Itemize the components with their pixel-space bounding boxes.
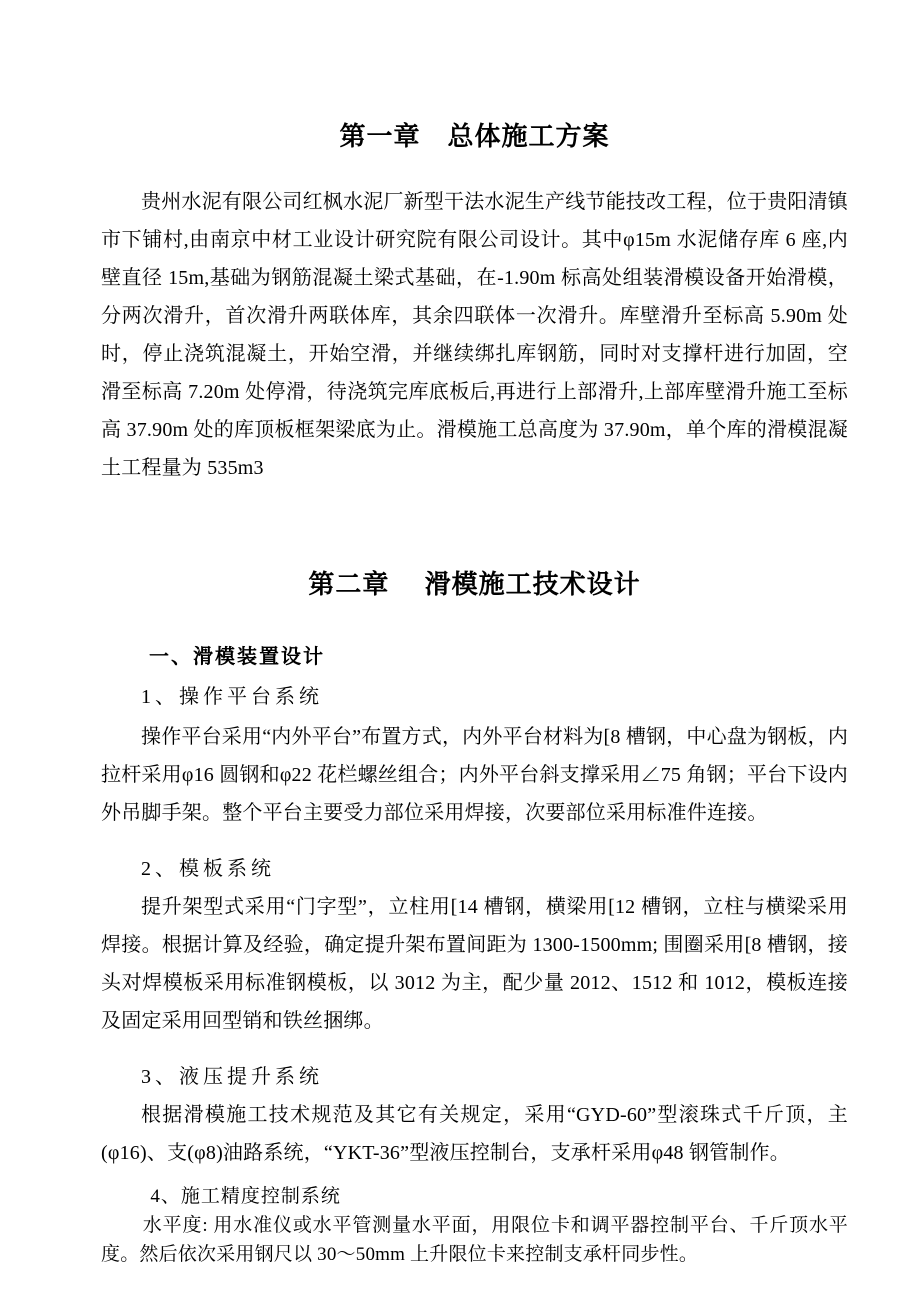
subsection-3-paragraph: 根据滑模施工技术规范及其它有关规定，采用“GYD-60”型滚珠式千斤顶，主(φ16)、支(φ8)油路系统，“YKT-36”型液压控制台，支承杆采用φ48 钢管制作。 — [101, 1104, 848, 1164]
subsection-4-heading: 4、施工精度控制系统 — [150, 1186, 341, 1207]
subsection-4-paragraph: 水平度: 用水准仪或水平管测量水平面，用限位卡和调平器控制平台、千斤顶水平度。然后依次采用钢尺以 30～50mm 上升限位卡来控制支承杆同步性。 — [101, 1215, 848, 1265]
subsection-3-heading: 3、液压提升系统 — [141, 1066, 323, 1088]
chapter-one-paragraph: 贵州水泥有限公司红枫水泥厂新型干法水泥生产线节能技改工程，位于贵阳清镇市下铺村,由南京中材工业设计研究院有限公司设计。其中φ15m 水泥储存库 6 座,内壁直径 15m,基础为钢筋混凝土梁式基础，在-1.90m 标高处组装滑模设备开始滑模，分两次滑升，首次滑升两联体库，其余四联体一次滑升。库壁滑升至标高 5.90m 处时，停止浇筑混凝土，开始空滑，并继续绑扎库钢筋，同时对支撑杆进行加固，空滑至标高 7.20m 处停滑，待浇筑完库底板后,再进行上部滑升,上部库壁滑升施工至标高 37.90m 处的库顶板框架梁底为止。滑模施工总高度为 37.90m，单个库的滑模混凝土工程量为 535m3 — [101, 191, 848, 479]
chapter-two-title: 第二章 滑模施工技术设计 — [308, 569, 641, 599]
subsection-1-paragraph: 操作平台采用“内外平台”布置方式，内外平台材料为[8 槽钢，中心盘为钢板，内拉杆采用φ16 圆钢和φ22 花栏螺丝组合；内外平台斜支撑采用∠75 角钢；平台下设内外吊脚手架。整个平台主要受力部位采用焊接，次要部位采用标准件连接。 — [101, 726, 849, 824]
subsection-1-heading: 1、操作平台系统 — [141, 686, 323, 708]
subsection-2-heading: 2、模板系统 — [141, 858, 275, 880]
section-one-heading: 一、滑模装置设计 — [149, 646, 325, 668]
subsection-2-paragraph: 提升架型式采用“门字型”，立柱用[14 槽钢，横梁用[12 槽钢，立柱与横梁采用焊接。根据计算及经验，确定提升架布置间距为 1300-1500mm; 围圈采用[8 槽钢，接头对焊模板采用标准钢模板，以 3012 为主，配少量 2012、1512 和 1012，模板连接及固定采用回型销和铁丝捆绑。 — [101, 896, 848, 1032]
chapter-one-title: 第一章 总体施工方案 — [339, 121, 610, 151]
